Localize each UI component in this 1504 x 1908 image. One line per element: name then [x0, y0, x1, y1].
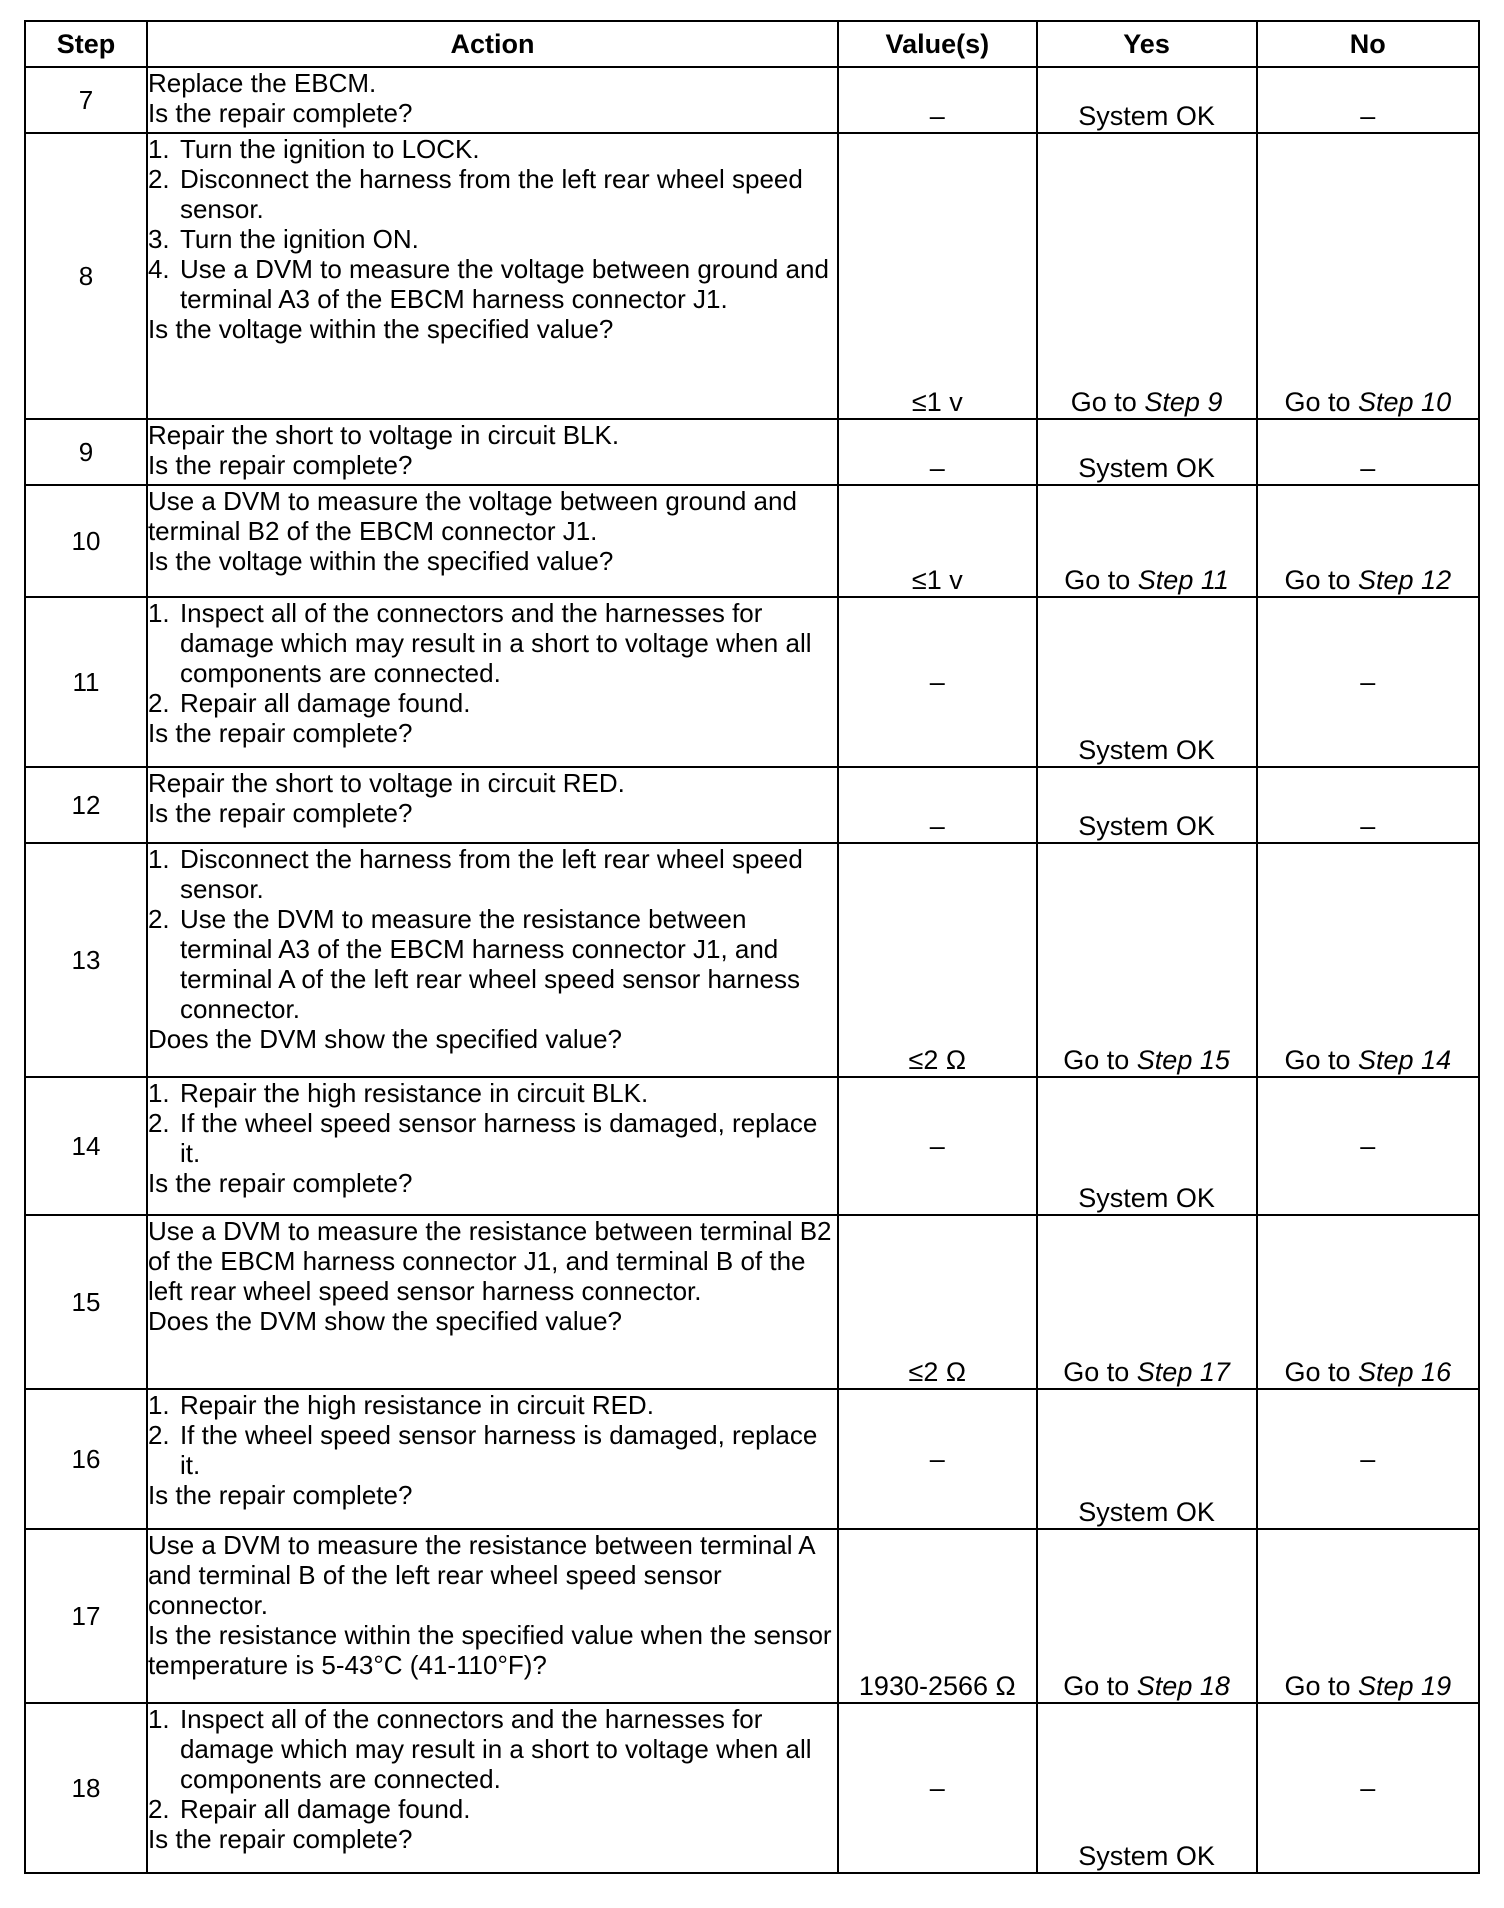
action-question: Is the repair complete?: [147, 1480, 413, 1510]
step-number: 16: [25, 1389, 147, 1529]
action-cell: [147, 1077, 838, 1215]
table-row: [25, 67, 1479, 133]
value-cell: ≤2 Ω: [838, 843, 1036, 1077]
step-number: 9: [25, 419, 147, 485]
value-cell: ≤1 v: [838, 485, 1036, 597]
value-cell: ≤1 v: [838, 133, 1036, 419]
table-row: [25, 1215, 1479, 1389]
step-number: 11: [25, 597, 147, 767]
value-cell: –: [838, 419, 1036, 485]
action-item: 2. Repair all damage found.: [147, 1794, 471, 1824]
action-question: Is the repair complete?: [147, 1824, 413, 1854]
header-action: Action: [147, 21, 838, 67]
header-values: Value(s): [838, 21, 1036, 67]
step-link: Step 18: [1136, 1671, 1230, 1701]
action-item: 3. Turn the ignition ON.: [147, 224, 419, 254]
value-cell: 1930-2566 Ω: [838, 1529, 1036, 1703]
action-item: 2. If the wheel speed sensor harness is damaged, replace it.: [147, 1420, 818, 1480]
action-question: Is the repair complete?: [147, 798, 413, 828]
action-question: Does the DVM show the specified value?: [147, 1024, 622, 1054]
action-cell: [147, 597, 838, 767]
step-number: 10: [25, 485, 147, 597]
action-item: 2. If the wheel speed sensor harness is damaged, replace it.: [147, 1108, 818, 1168]
action-cell: [147, 67, 838, 133]
table-row: [25, 485, 1479, 597]
yes-cell: System OK: [1037, 767, 1257, 843]
value-cell: –: [838, 597, 1036, 767]
no-cell: –: [1257, 597, 1479, 767]
table-row: [25, 133, 1479, 419]
diagnostic-table: [24, 20, 1480, 1874]
yes-cell: Go to Step 11: [1037, 485, 1257, 597]
action-line: Use a DVM to measure the resistance between terminal B2 of the EBCM harness connector J1, and terminal B of the left rear wheel speed sensor harness connector.: [147, 1216, 832, 1306]
step-number: 8: [25, 133, 147, 419]
action-line: Use a DVM to measure the voltage between ground and terminal B2 of the EBCM connector J1.: [147, 486, 797, 546]
action-question: Is the repair complete?: [147, 1168, 413, 1198]
step-number: 17: [25, 1529, 147, 1703]
action-item: 1. Inspect all of the connectors and the harnesses for damage which may result in a short to voltage when all components are connected.: [147, 1704, 812, 1794]
action-cell: [147, 485, 838, 597]
step-number: 14: [25, 1077, 147, 1215]
no-cell: –: [1257, 1703, 1479, 1873]
step-link: Step 12: [1358, 565, 1452, 595]
action-question: Is the voltage within the specified value?: [147, 546, 614, 576]
step-link: Step 17: [1136, 1357, 1230, 1387]
step-number: 18: [25, 1703, 147, 1873]
action-item: 4. Use a DVM to measure the voltage between ground and terminal A3 of the EBCM harness connector J1.: [147, 254, 829, 314]
action-question: Does the DVM show the specified value?: [147, 1306, 622, 1336]
value-cell: –: [838, 1703, 1036, 1873]
yes-cell: System OK: [1037, 1389, 1257, 1529]
table-row: [25, 843, 1479, 1077]
action-cell: [147, 1703, 838, 1873]
no-cell: Go to Step 10: [1257, 133, 1479, 419]
no-cell: –: [1257, 1389, 1479, 1529]
step-number: 7: [25, 67, 147, 133]
action-item: 1. Disconnect the harness from the left rear wheel speed sensor.: [147, 844, 803, 904]
table-row: [25, 1389, 1479, 1529]
yes-cell: Go to Step 17: [1037, 1215, 1257, 1389]
action-question: Is the voltage within the specified value?: [147, 314, 614, 344]
action-item: 1. Repair the high resistance in circuit RED.: [147, 1390, 654, 1420]
table-row: [25, 597, 1479, 767]
no-cell: –: [1257, 67, 1479, 133]
step-link: Step 19: [1358, 1671, 1452, 1701]
header-no: No: [1257, 21, 1479, 67]
value-cell: –: [838, 1077, 1036, 1215]
yes-cell: System OK: [1037, 67, 1257, 133]
value-cell: –: [838, 67, 1036, 133]
action-item: 2. Repair all damage found.: [147, 688, 471, 718]
step-number: 15: [25, 1215, 147, 1389]
no-cell: –: [1257, 1077, 1479, 1215]
action-line: Replace the EBCM.: [147, 68, 377, 98]
table-row: [25, 1703, 1479, 1873]
yes-cell: Go to Step 9: [1037, 133, 1257, 419]
action-item: 2. Disconnect the harness from the left rear wheel speed sensor.: [147, 164, 803, 224]
action-question: Is the resistance within the specified value when the sensor temperature is 5-43°C (41-110°F)?: [147, 1620, 832, 1680]
action-question: Is the repair complete?: [147, 718, 413, 748]
no-cell: Go to Step 19: [1257, 1529, 1479, 1703]
yes-cell: System OK: [1037, 597, 1257, 767]
no-cell: Go to Step 14: [1257, 843, 1479, 1077]
action-cell: [147, 1529, 838, 1703]
header-yes: Yes: [1037, 21, 1257, 67]
step-link: Step 10: [1358, 387, 1452, 417]
no-cell: Go to Step 16: [1257, 1215, 1479, 1389]
action-question: Is the repair complete?: [147, 98, 413, 128]
action-item: 1. Repair the high resistance in circuit BLK.: [147, 1078, 649, 1108]
action-item: 1. Turn the ignition to LOCK.: [147, 134, 480, 164]
step-number: 13: [25, 843, 147, 1077]
table-row: [25, 1077, 1479, 1215]
yes-cell: System OK: [1037, 419, 1257, 485]
action-cell: [147, 133, 838, 419]
action-question: Is the repair complete?: [147, 450, 413, 480]
step-link: Step 11: [1137, 565, 1229, 595]
no-cell: –: [1257, 419, 1479, 485]
action-item: 2. Use the DVM to measure the resistance between terminal A3 of the EBCM harness connector J1, and terminal A of the left rear wheel speed sensor harness connector.: [147, 904, 800, 1024]
value-cell: ≤2 Ω: [838, 1215, 1036, 1389]
action-cell: [147, 767, 838, 843]
table-row: [25, 767, 1479, 843]
action-line: Repair the short to voltage in circuit BLK.: [147, 420, 620, 450]
yes-cell: Go to Step 15: [1037, 843, 1257, 1077]
step-link: Step 16: [1358, 1357, 1452, 1387]
action-cell: [147, 419, 838, 485]
no-cell: –: [1257, 767, 1479, 843]
yes-cell: System OK: [1037, 1077, 1257, 1215]
action-item: 1. Inspect all of the connectors and the harnesses for damage which may result in a short to voltage when all components are connected.: [147, 598, 812, 688]
value-cell: –: [838, 1389, 1036, 1529]
table-row: [25, 1529, 1479, 1703]
value-cell: –: [838, 767, 1036, 843]
yes-cell: Go to Step 18: [1037, 1529, 1257, 1703]
action-cell: [147, 843, 838, 1077]
yes-cell: System OK: [1037, 1703, 1257, 1873]
header-row: [25, 21, 1479, 67]
action-line: Use a DVM to measure the resistance between terminal A and terminal B of the left rear wheel speed sensor connector.: [147, 1530, 815, 1620]
no-cell: Go to Step 12: [1257, 485, 1479, 597]
step-link: Step 15: [1136, 1045, 1230, 1075]
table-row: [25, 419, 1479, 485]
header-step: Step: [25, 21, 147, 67]
step-number: 12: [25, 767, 147, 843]
step-link: Step 9: [1144, 387, 1223, 417]
action-line: Repair the short to voltage in circuit RED.: [147, 768, 625, 798]
action-cell: [147, 1389, 838, 1529]
action-cell: [147, 1215, 838, 1389]
step-link: Step 14: [1358, 1045, 1452, 1075]
